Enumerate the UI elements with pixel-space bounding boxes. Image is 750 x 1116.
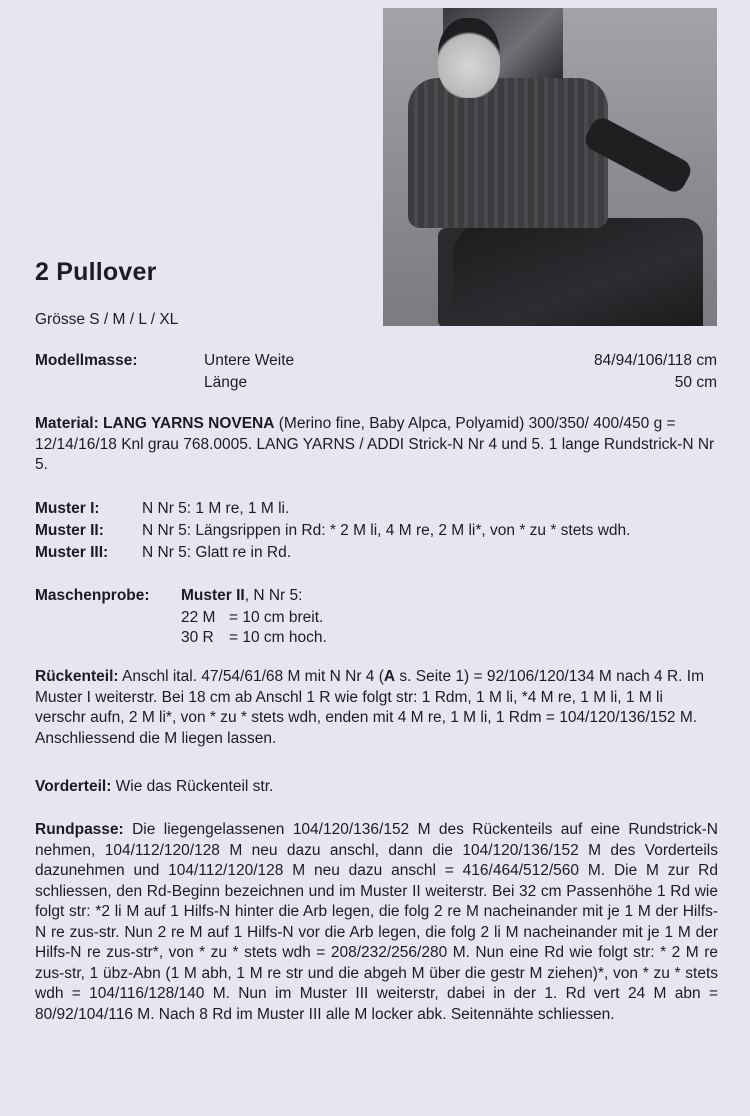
gauge-measure: = 10 cm breit. [229,609,324,626]
muster-label: Muster III: [35,544,109,561]
muster-row [35,544,291,562]
muster-label: Muster II: [35,522,104,539]
modellmasse-item: Untere Weite [204,352,295,369]
gauge-count: 22 M [181,609,216,626]
pattern-title: 2 Pullover [35,258,157,286]
maschenprobe-label: Maschenprobe: [35,587,150,604]
gauge-line [181,609,323,627]
rundpasse-label: Rundpasse: [35,821,124,838]
size-range: Grösse S / M / L / XL [35,311,179,328]
modellmasse-value: 50 cm [674,374,717,391]
model-photo [383,8,717,326]
muster-label: Muster I: [35,500,100,517]
rundpasse-section [35,820,718,1025]
photo-model-legs [453,218,703,326]
modellmasse-item: Länge [204,374,248,391]
muster-row [35,522,630,540]
rueckenteil-text: s. Seite 1) = 92/106/120/134 M nach 4 R. Im Muster I weiterstr. Bei 18 cm ab Anschl 1 R wie folgt str: 1 Rdm, 1 M li, *4 M re, 1 M li, 1 M li verschr aufn, 2 M li*, von * zu * stets wdh, enden mit 4 M re, 1 M li, 1 Rdm = 104/120/136/152 M. Anschliessend die M liegen lassen. [35,668,704,747]
rueckenteil-section [35,667,718,749]
photo-model-head [438,18,500,98]
maschenprobe-needle: , N Nr 5: [244,587,303,604]
vorderteil-section [35,777,718,798]
photo-pullover [408,78,608,228]
muster-text: N Nr 5: Glatt re in Rd. [142,544,292,561]
material-text: (Merino fine, Baby Alpca, Polyamid) 300/350/ 400/450 g = 12/14/16/18 Knl grau 768.0005. LANG YARNS / ADDI Strick-N Nr 4 und 5. 1 lange Rundstrick-N Nr 5. [35,415,715,473]
vorderteil-label: Vorderteil: [35,778,112,795]
modellmasse-label: Modellmasse: [35,352,138,369]
modellmasse-value: 84/94/106/118 cm [594,352,717,369]
technique-reference: A [383,668,396,685]
material-section [35,414,718,476]
gauge-line [181,629,327,647]
rueckenteil-label: Rückenteil: [35,668,119,685]
muster-row [35,500,289,518]
gauge-measure: = 10 cm hoch. [229,629,327,646]
muster-text: N Nr 5: Längsrippen in Rd: * 2 M li, 4 M re, 2 M li*, von * zu * stets wdh. [142,522,631,539]
rueckenteil-text: Anschl ital. 47/54/61/68 M mit N Nr 4 ( [118,668,384,685]
maschenprobe-heading [181,587,302,605]
gauge-count: 30 R [181,629,214,646]
maschenprobe-pattern: Muster II [181,587,245,604]
vorderteil-text: Wie das Rückenteil str. [111,778,274,795]
material-label: Material: LANG YARNS NOVENA [35,415,275,432]
muster-text: N Nr 5: 1 M re, 1 M li. [142,500,290,517]
rundpasse-text: Die liegengelassenen 104/120/136/152 M des Rückenteils auf eine Rundstrick-N nehmen, 104/112/120/128 M neu dazu anschl, dann die 104/120/136/152 M des Vorderteils dazunehmen und 104/112/120/128 M neu dazu anschl = 416/464/512/560 M. Die M zur Rd schliessen, den Rd-Beginn bezeichnen und im Muster II weiterstr. Bei 32 cm Passenhöhe 1 Rd wie folgt str: *2 li M auf 1 Hilfs-N hinter die Arb legen, die folg 2 re M nacheinander mit je 1 M der Hilfs-N re zus-str. Nun 2 re M auf 1 Hilfs-N vor die Arb legen, die folg 2 li M nacheinander mit je 1 M der Hilfs-N re zus-str*, von * zu * stets wdh = 208/232/256/280 M. Nun eine Rd wie folgt str: * 2 M re zus-str, 1 übz-Abn (1 M abh, 1 M re str und die abgeh M über die gestr M ziehen)*, von * zu * stets wdh = 104/116/128/140 M. Nun im Muster III weiterstr, dabei in der 1. Rd vert 24 M abn = 80/92/104/116 M. Nach 8 Rd im Muster III alle M locker abk. Seitennähte schliessen. [35,821,718,1023]
